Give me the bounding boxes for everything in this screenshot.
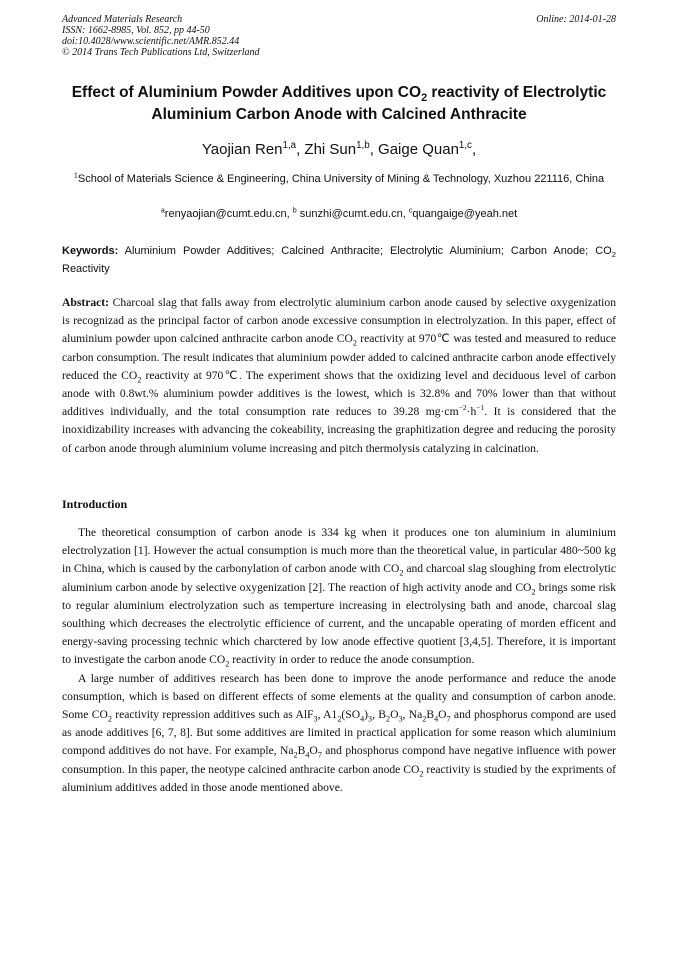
paragraph-subscript: 3	[368, 714, 373, 724]
paper-title	[40, 82, 638, 126]
paragraph-subscript: 2	[399, 568, 404, 578]
paragraph-subscript: 2	[419, 768, 424, 778]
online-date: Online: 2014-01-28	[536, 14, 616, 25]
keywords-subscript: 2	[611, 250, 616, 260]
issn-line: ISSN: 1662-8985, Vol. 852, pp 44-50	[62, 25, 210, 36]
paragraph-text: , Na	[402, 708, 423, 722]
paragraph-subscript: 2	[531, 586, 536, 596]
section-heading-introduction: Introduction	[62, 497, 128, 511]
copyright-line: © 2014 Trans Tech Publications Ltd, Switzerland	[62, 47, 260, 58]
keywords-label: Keywords:	[62, 245, 119, 257]
abstract	[62, 294, 616, 458]
abstract-text: ·h	[466, 405, 477, 419]
journal-header	[62, 14, 616, 58]
email-mark: c	[408, 206, 413, 215]
email-separator: ,	[286, 208, 293, 220]
author-separator: ,	[296, 141, 305, 158]
keywords-text: Aluminium Powder Additives; Calcined Anthracite; Electrolytic Aluminium; Carbon Anode; CO	[118, 245, 612, 257]
paragraph-text: )	[364, 708, 369, 722]
author-separator: ,	[471, 141, 477, 158]
paragraph-text: O	[309, 744, 318, 758]
author-list	[40, 140, 638, 160]
abstract-text: Charcoal slag that falls away from electrolytic aluminium carbon anode caused by selective oxygenization is recognizad as the principal factor of carbon anode excessive consumption in electrolyzation. In this paper, effect of aluminium powder upon calcined anthracite carbon anode CO	[62, 296, 616, 346]
author-name: Gaige Quan	[378, 141, 459, 158]
author-separator: ,	[369, 141, 379, 158]
email-mark: b	[292, 206, 297, 215]
paragraph-text: , A1	[317, 708, 338, 722]
paragraph-text: reactivity repression additives such as AlF	[111, 708, 314, 722]
paragraph-text: O	[438, 708, 447, 722]
abstract-label: Abstract:	[62, 296, 110, 309]
author-name: Zhi Sun	[304, 141, 357, 158]
paragraph-text: and phosphorus compond have negative influence with power consumption. In this paper, the neotype calcined anthracite carbon anode CO	[62, 744, 616, 776]
email-link[interactable]: sunzhi@cumt.edu.cn	[296, 208, 403, 220]
abstract-subscript: 2	[137, 375, 142, 385]
email-separator: ,	[402, 208, 409, 220]
paragraph-subscript: 3	[313, 714, 318, 724]
intro-paragraph	[62, 524, 616, 670]
paragraph-text: and charcoal slag sloughing from electrolytic aluminium carbon anode by selective oxygenization [2]. The reaction of high activity anode and CO	[62, 562, 617, 594]
paragraph-text: The theoretical consumption of carbon anode is 334 kg when it produces one ton aluminium in aluminium electrolyzation [1]. However the actual consumption is much more than the theoretical value, in particular 480~500 kg in China, which is caused by the carbonylation of carbon anode with CO	[62, 526, 616, 576]
paragraph-text: reactivity in order to reduce the anode consumption.	[229, 653, 475, 667]
title-text-cont: reactivity of Electrolytic Aluminium Carbon Anode with Calcined Anthracite	[151, 84, 607, 123]
paragraph-subscript: 7	[317, 750, 322, 760]
paragraph-subscript: 2	[293, 750, 298, 760]
paragraph-subscript: 7	[446, 714, 451, 724]
abstract-text: . It is considered that the inoxidizability increases with advancing the cokeability, increasing the graphitization degree and reducing the porosity of carbon anode through aluminium volume increasing and pitch thermolysis catalyzing in calcination.	[62, 405, 616, 455]
paragraph-text: (SO	[341, 708, 361, 722]
abstract-superscript: −1	[476, 403, 485, 413]
paragraph-subscript: 2	[225, 659, 230, 669]
paragraph-text: brings some risk to regular aluminium electrolyzation such as temperture increasing in electrolysing bath and anode, charcoal slag soulthing which decreases the electrolytic efficience of current, and the uncapable operating of morden efficent and energy-saving processing technic which charctered by low anode effective quotient [3,4,5]. Therefore, it is important to investigate the carbon anode CO	[62, 580, 616, 667]
paragraph-text: , B	[372, 708, 387, 722]
paragraph-subscript: 2	[337, 714, 342, 724]
paragraph-subscript: 4	[434, 714, 439, 724]
author-name: Yaojian Ren	[201, 141, 283, 158]
paragraph-subscript: 4	[305, 750, 310, 760]
paragraph-subscript: 3	[398, 714, 403, 724]
abstract-text: reactivity at 970℃. The experiment shows that the oxidizing level and deciduous level of carbon anode with 0.8wt.% aluminium powder additives is the lowest, which is 32.8% and 70% lower than that without additives individually, and the total consumption rate reduces to 39.28 mg·cm	[62, 368, 616, 419]
journal-name: Advanced Materials Research	[62, 14, 183, 25]
paragraph-text: B	[297, 744, 306, 758]
email-link[interactable]: quangaige@yeah.net	[412, 208, 518, 220]
paragraph-text: A large number of additives research has been done to improve the anode performance and reduce the anode consumption, which is based on different effects of some elements at the quality and consumption of carbon anode. Some CO	[62, 671, 616, 722]
title-subscript: 2	[421, 92, 428, 105]
affiliation-mark: 1	[73, 171, 78, 180]
keywords	[62, 242, 616, 278]
paragraph-subscript: 2	[422, 714, 427, 724]
title-text: Effect of Aluminium Powder Additives upon CO	[71, 84, 422, 101]
author-affil-mark: 1,b	[356, 140, 370, 151]
doi-line: doi:10.4028/www.scientific.net/AMR.852.44	[62, 36, 240, 47]
author-affil-mark: 1,a	[282, 140, 297, 151]
email-link[interactable]: renyaojian@cumt.edu.cn	[164, 208, 287, 220]
paragraph-text: and phosphorus compond are used as anode additives [6, 7, 8]. But some additives are limited in practical application for some reason which aluminium compond additives do not have. For example, Na	[62, 708, 617, 758]
paragraph-subscript: 2	[107, 714, 112, 724]
paragraph-subscript: 2	[386, 714, 391, 724]
affiliation-text: School of Materials Science & Engineering, China University of Mining & Technology, Xuzhou 221116, China	[77, 173, 605, 185]
paragraph-text: O	[390, 708, 399, 722]
email-list	[40, 207, 638, 221]
email-mark: a	[160, 206, 165, 215]
abstract-text: reactivity at 970℃ was tested and measured to reduce carbon consumption. The result indicates that aluminium powder added to calcined anthracite carbon anode effectively reduced the CO	[62, 332, 616, 382]
abstract-superscript: −2	[458, 403, 467, 413]
abstract-subscript: 2	[352, 338, 357, 348]
paragraph-text: reactivity is studied by the expriments of aluminium additives added in those anode mentioned above.	[62, 762, 616, 794]
affiliation	[40, 170, 638, 188]
paragraph-subscript: 4	[360, 714, 365, 724]
intro-paragraph	[62, 670, 616, 797]
author-affil-mark: 1,c	[458, 140, 472, 151]
keywords-tail: Reactivity	[62, 263, 110, 275]
introduction-body	[62, 524, 616, 797]
paragraph-text: B	[426, 708, 435, 722]
